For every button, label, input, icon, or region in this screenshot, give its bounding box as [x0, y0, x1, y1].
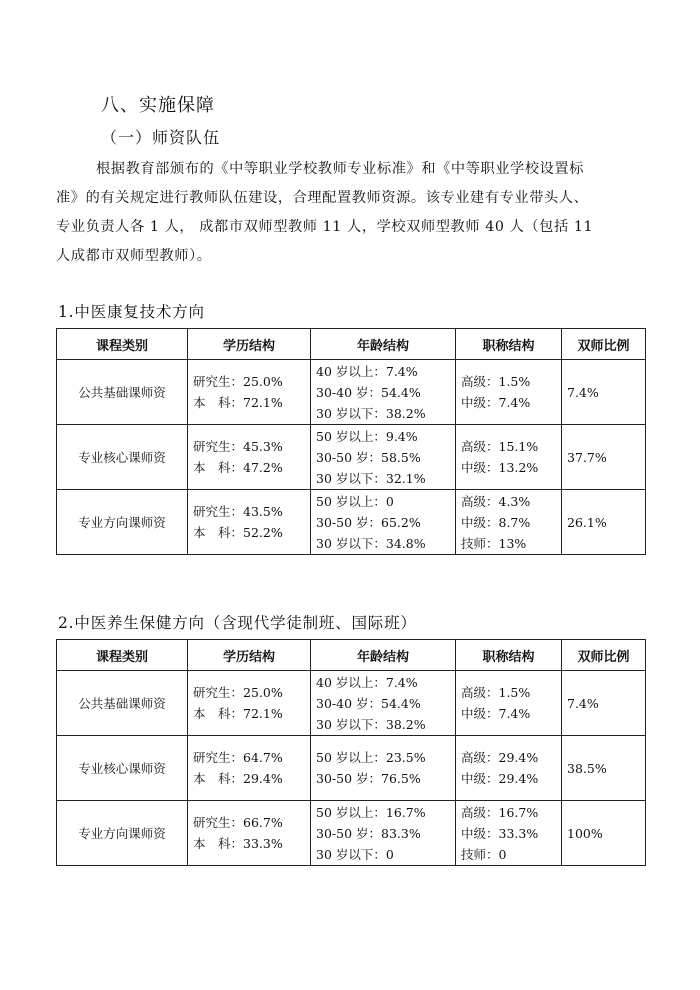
paragraph-line: 人成都市双师型教师）。	[56, 248, 212, 264]
ratio-cell: 37.7%	[562, 425, 646, 490]
age-cell: 50 岁以上：16.7% 30-50 岁：83.3% 30 岁以下：0	[311, 801, 456, 866]
table-row	[57, 360, 646, 425]
table-row	[57, 671, 646, 736]
category-cell: 公共基础课师资	[57, 671, 188, 736]
category-cell: 专业方向课师资	[57, 801, 188, 866]
paragraph-line: 根据教育部颁布的《中等职业学校教师专业标准》和《中等职业学校设置标	[96, 161, 584, 177]
education-cell: 研究生：64.7% 本 科：29.4%	[188, 736, 311, 801]
header-education: 学历结构	[188, 329, 311, 360]
title-cell: 高级：4.3% 中级：8.7% 技师：13%	[456, 490, 562, 555]
category-cell: 专业核心课师资	[57, 736, 188, 801]
table-header-row	[57, 329, 646, 360]
age-cell: 50 岁以上：9.4% 30-50 岁：58.5% 30 岁以下：32.1%	[311, 425, 456, 490]
header-age: 年龄结构	[311, 640, 456, 671]
section-2-title: 2.中医养生保健方向（含现代学徒制班、国际班）	[58, 614, 417, 632]
education-cell: 研究生：25.0% 本 科：72.1%	[188, 671, 311, 736]
ratio-cell: 100%	[562, 801, 646, 866]
body-paragraph	[56, 155, 644, 271]
section-1-title: 1.中医康复技术方向	[58, 303, 205, 321]
title-cell: 高级：1.5% 中级：7.4%	[456, 671, 562, 736]
staff-table-2	[56, 639, 646, 866]
category-cell: 公共基础课师资	[57, 360, 188, 425]
age-cell: 40 岁以上：7.4% 30-40 岁：54.4% 30 岁以下：38.2%	[311, 671, 456, 736]
subsection-heading: （一）师资队伍	[101, 128, 221, 147]
header-ratio: 双师比例	[562, 640, 646, 671]
age-cell: 50 岁以上：0 30-50 岁：65.2% 30 岁以下：34.8%	[311, 490, 456, 555]
table-row	[57, 801, 646, 866]
section-heading: 八、实施保障	[101, 95, 215, 116]
title-cell: 高级：1.5% 中级：7.4%	[456, 360, 562, 425]
paragraph-line: 准》的有关规定进行教师队伍建设，合理配置教师资源。该专业建有专业带头人、	[56, 190, 589, 206]
education-cell: 研究生：25.0% 本 科：72.1%	[188, 360, 311, 425]
header-age: 年龄结构	[311, 329, 456, 360]
header-ratio: 双师比例	[562, 329, 646, 360]
table-header-row	[57, 640, 646, 671]
ratio-cell: 7.4%	[562, 671, 646, 736]
header-title: 职称结构	[456, 329, 562, 360]
ratio-cell: 26.1%	[562, 490, 646, 555]
header-category: 课程类别	[57, 329, 188, 360]
header-education: 学历结构	[188, 640, 311, 671]
category-cell: 专业方向课师资	[57, 490, 188, 555]
age-cell: 50 岁以上：23.5% 30-50 岁：76.5%	[311, 736, 456, 801]
education-cell: 研究生：45.3% 本 科：47.2%	[188, 425, 311, 490]
header-title: 职称结构	[456, 640, 562, 671]
header-category: 课程类别	[57, 640, 188, 671]
table-row	[57, 736, 646, 801]
table-row	[57, 425, 646, 490]
title-cell: 高级：16.7% 中级：33.3% 技师：0	[456, 801, 562, 866]
age-cell: 40 岁以上：7.4% 30-40 岁：54.4% 30 岁以下：38.2%	[311, 360, 456, 425]
staff-table-1	[56, 328, 646, 555]
paragraph-line: 专业负责人各 1 人， 成都市双师型教师 11 人，学校双师型教师 40 人（包括 11	[56, 219, 594, 235]
title-cell: 高级：29.4% 中级：29.4%	[456, 736, 562, 801]
education-cell: 研究生：66.7% 本 科：33.3%	[188, 801, 311, 866]
table-row	[57, 490, 646, 555]
title-cell: 高级：15.1% 中级：13.2%	[456, 425, 562, 490]
ratio-cell: 7.4%	[562, 360, 646, 425]
education-cell: 研究生：43.5% 本 科：52.2%	[188, 490, 311, 555]
category-cell: 专业核心课师资	[57, 425, 188, 490]
ratio-cell: 38.5%	[562, 736, 646, 801]
